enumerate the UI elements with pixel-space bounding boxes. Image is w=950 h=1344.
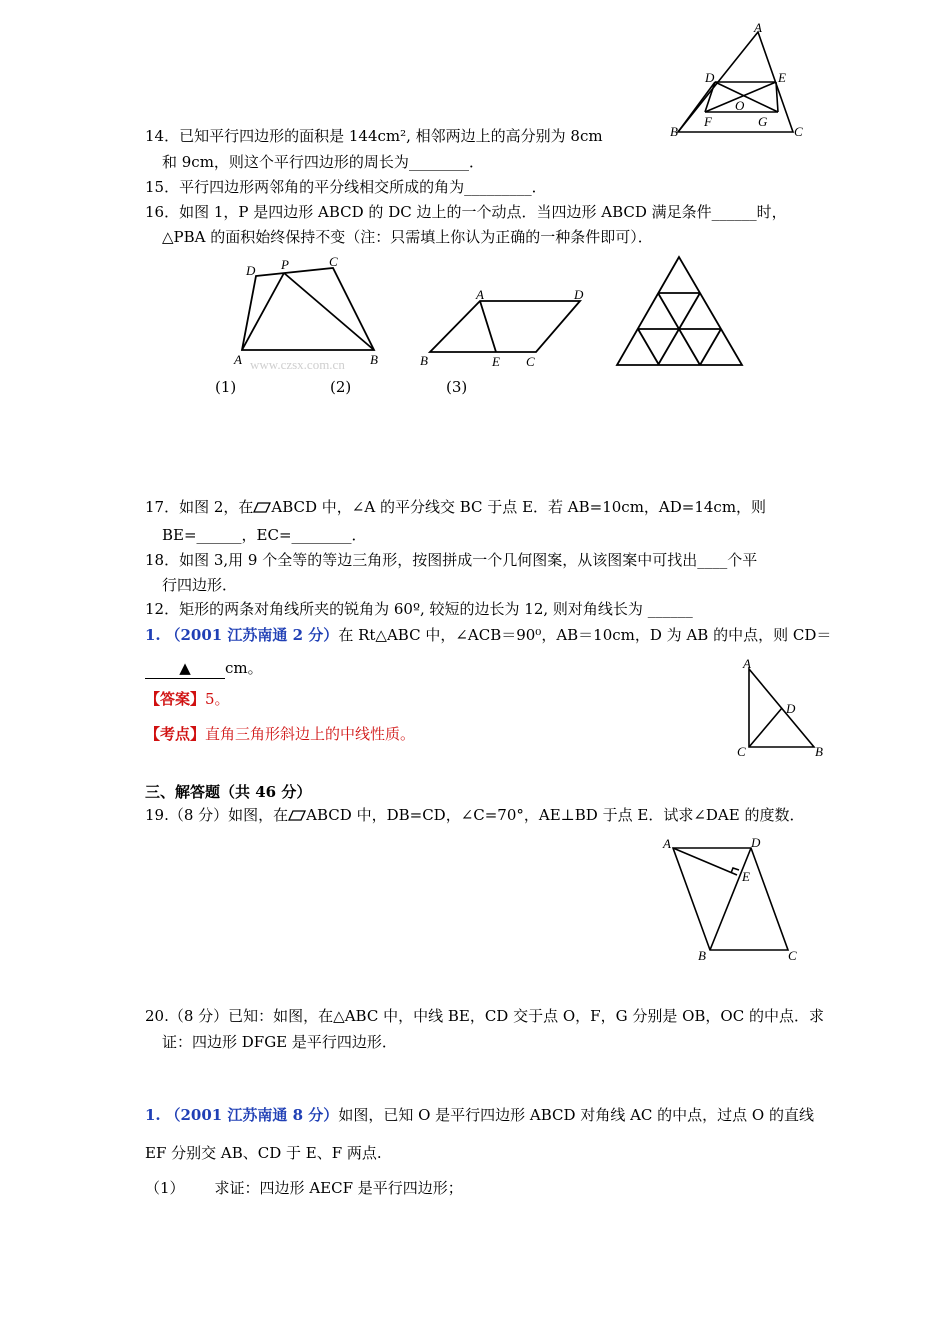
svg-text:B: B <box>420 353 428 368</box>
q16-line2: △PBA 的面积始终保持不变（注：只需填上你认为正确的一种条件即可）． <box>162 228 653 246</box>
ex1-num: 1. <box>145 626 161 644</box>
svg-text:A: A <box>754 20 762 35</box>
ex1-blank: ▲ <box>145 658 225 679</box>
svg-text:F: F <box>704 114 712 129</box>
svg-text:C: C <box>737 744 746 759</box>
parallelogram-icon <box>253 502 271 513</box>
svg-text:A: A <box>476 287 484 302</box>
q15: 15．平行四边形两邻角的平分线相交所成的角为_________． <box>145 178 547 196</box>
answer-value: 5。 <box>205 690 230 708</box>
svg-text:C: C <box>788 948 797 963</box>
svg-text:B: B <box>370 352 378 367</box>
q18-line2: 行四边形． <box>162 576 238 594</box>
ex1-text: 在 Rt△ABC 中，∠ACB＝90⁰，AB＝10cm，D 为 AB 的中点，则 CD＝ <box>338 626 832 644</box>
kaodian-line <box>145 724 415 744</box>
ex1-line1 <box>145 625 831 645</box>
caption-3: (3) <box>446 378 468 396</box>
figure-3-triangle-grid <box>612 252 748 370</box>
parallelogram-icon <box>288 810 306 821</box>
q14-line1: 14．已知平行四边形的面积是 144cm², 相邻两边上的高分别为 8cm <box>145 127 603 145</box>
svg-text:P: P <box>281 257 289 272</box>
svg-text:C: C <box>526 354 535 369</box>
section-3-title: 三、解答题（共 46 分） <box>145 783 312 801</box>
ex1-source: （2001 江苏南通 2 分） <box>165 626 339 644</box>
svg-text:B: B <box>815 744 823 759</box>
caption-2: (2) <box>330 378 352 396</box>
svg-text:G: G <box>758 114 768 129</box>
svg-text:D: D <box>246 263 256 278</box>
svg-text:A: A <box>234 352 242 367</box>
figure-right-triangle <box>732 655 832 763</box>
q20-line2: 证：四边形 DFGE 是平行四边形． <box>162 1033 397 1051</box>
answer-line <box>145 689 230 709</box>
watermark: www.czsx.com.cn <box>250 357 345 372</box>
kaodian-label: 【考点】 <box>145 725 206 743</box>
q12: 12．矩形的两条对角线所夹的锐角为 60º, 较短的边长为 12, 则对角线长为 ______ <box>145 600 693 618</box>
q18-line1: 18．如图 3,用 9 个全等的等边三角形，按图拼成一个几何图案，从该图案中可找出____个平 <box>145 551 758 569</box>
svg-text:C: C <box>794 124 803 139</box>
svg-text:D: D <box>574 287 584 302</box>
svg-text:D: D <box>751 835 761 850</box>
q19-text-a: 19.（8 分）如图，在 <box>145 806 289 824</box>
ex2-sub1-text: 求证：四边形 AECF 是平行四边形； <box>214 1179 463 1197</box>
svg-text:E: E <box>742 869 750 884</box>
ex2-line2: EF 分别交 AB、CD 于 E、F 两点. <box>145 1144 382 1162</box>
svg-text:D: D <box>705 70 715 85</box>
q17-text-a: 17．如图 2，在 <box>145 498 254 516</box>
q16-line1: 16．如图 1，P 是四边形 ABCD 的 DC 边上的一个动点．当四边形 ABCD 满足条件______时， <box>145 203 787 221</box>
svg-text:A: A <box>663 836 671 851</box>
q20-line1: 20.（8 分）已知：如图，在△ABC 中，中线 BE，CD 交于点 O，F，G 分别是 OB，OC 的中点．求 <box>145 1007 824 1025</box>
figure-2-parallelogram <box>418 285 588 370</box>
kaodian-value: 直角三角形斜边上的中线性质。 <box>205 725 416 743</box>
ex2-num: 1. <box>145 1106 161 1124</box>
caption-1: (1) <box>215 378 237 396</box>
svg-text:E: E <box>778 70 786 85</box>
q17-line1 <box>145 497 766 517</box>
q14-line2: 和 9cm，则这个平行四边形的周长为________． <box>162 153 484 171</box>
svg-text:D: D <box>786 701 796 716</box>
ex2-source: （2001 江苏南通 8 分） <box>165 1106 339 1124</box>
svg-text:B: B <box>670 124 678 139</box>
svg-text:C: C <box>329 254 338 269</box>
answer-label: 【答案】 <box>145 690 206 708</box>
q19-text-b: ABCD 中，DB=CD，∠C=70°，AE⊥BD 于点 E．试求∠DAE 的度数． <box>306 806 805 824</box>
figure-q19-parallelogram <box>658 832 808 967</box>
ex2-sub1-num: （1） <box>145 1179 185 1197</box>
figure-1-quadrilateral <box>228 252 388 372</box>
ex2-line1 <box>145 1105 814 1125</box>
svg-text:B: B <box>698 948 706 963</box>
figure-triangle-defg <box>668 20 808 145</box>
q17-text-b: ABCD 中，∠A 的平分线交 BC 于点 E．若 AB=10cm，AD=14cm，则 <box>271 498 767 516</box>
svg-text:E: E <box>492 354 500 369</box>
ex1-unit: cm。 <box>225 659 263 677</box>
q17-line2: BE=______，EC=________． <box>162 526 367 544</box>
ex2-sub1 <box>145 1178 463 1198</box>
q19 <box>145 805 804 825</box>
svg-text:O: O <box>735 98 745 113</box>
ex2-text: 如图，已知 O 是平行四边形 ABCD 对角线 AC 的中点，过点 O 的直线 <box>338 1106 815 1124</box>
ex1-line2 <box>145 658 263 679</box>
svg-text:A: A <box>743 656 751 671</box>
